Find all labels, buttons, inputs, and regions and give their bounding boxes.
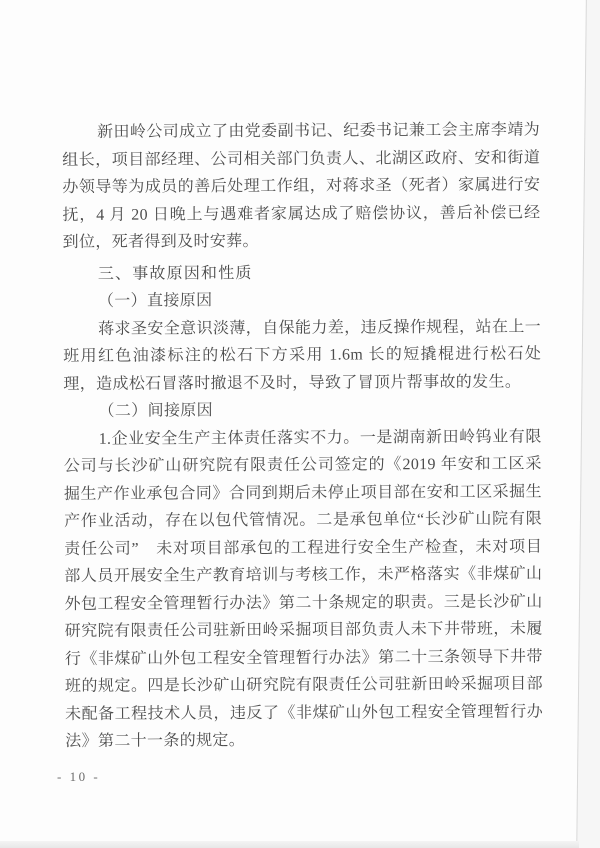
section-heading-accident-cause-and-nature: 三、事故原因和性质 xyxy=(97,264,253,283)
page-number: - 10 - xyxy=(57,769,101,784)
paragraph-direct-cause: 蒋求圣安全意识淡薄，自保能力差，违反操作规程，站在上一班用红色油漆标注的松石下方采用 1.6m 长的短撬棍进行松石处理，造成松石冒落时撤退不及时，导致了冒顶片帮事故的发生。 xyxy=(63,317,542,393)
document-body xyxy=(62,116,543,755)
subheading-direct-cause: （一）直接原因 xyxy=(97,292,213,310)
paragraph-aftermath-settlement: 新田岭公司成立了由党委副书记、纪委书记兼工会主席李靖为组长，项目部经理、公司相关部门负责人、北湖区政府、安和街道办领导等为成员的善后处理工作组，对蒋求圣（死者）家属进行安抚，4 月 20 日晚上与遇难者家属达成了赔偿协议，善后补偿已经到位，死者得到及时安葬。 xyxy=(62,121,541,251)
paragraph-indirect-cause: 1.企业安全生产主体责任落实不力。一是湖南新田岭钨业有限公司与长沙矿山研究院有限责任公司签定的《2019 年安和工区采掘生产作业承包合同》合同到期后未停止项目部在安和工区采掘生产作业活动，存在以包代管情况。二是承包单位“长沙矿山院有限责任公司” 未对项目部承包的工程进行安全生产检查，未对项目部人员开展安全生产教育培训与考核工作，未严格落实《非煤矿山外包工程安全管理暂行办法》第二十条规定的职责。三是长沙矿山研究院有限责任公司驻新田岭采掘项目部负责人未下井带班，未履行《非煤矿山外包工程安全管理暂行办法》第二十三条领导下井带班的规定。四是长沙矿山研究院有限责任公司驻新田岭采掘项目部未配备工程技术人员，违反了《非煤矿山外包工程安全管理暂行办法》第二十一条的规定。 xyxy=(63,427,544,750)
subheading-indirect-cause: （二）间接原因 xyxy=(98,402,214,420)
scan-page-bottom-shadow xyxy=(0,841,579,848)
scan-page-right-edge xyxy=(576,0,600,848)
